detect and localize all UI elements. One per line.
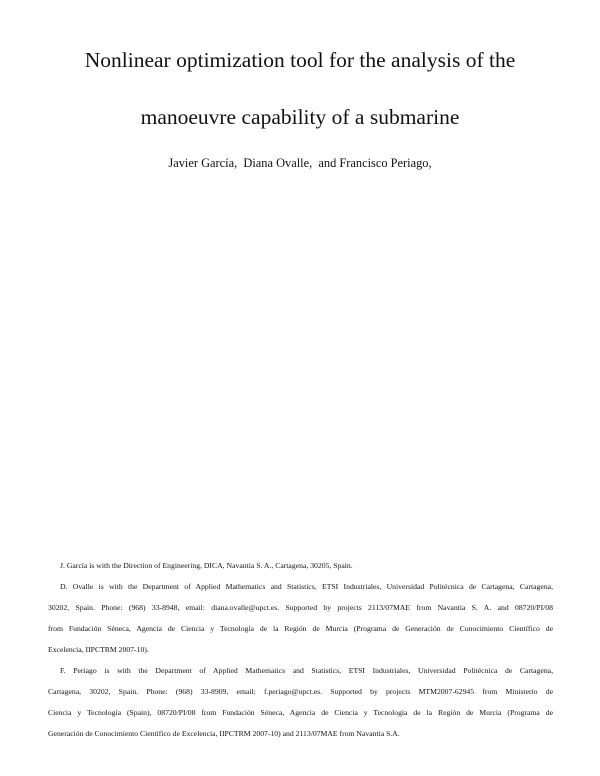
footnotes (48, 555, 553, 744)
footnote-line: from Fundación Séneca, Agencia de Ciencia y Tecnología de la Región de Murcia (Programa de Generación de Conocimiento Científico de (48, 624, 553, 633)
author-list: Javier García, Diana Ovalle, and Francisco Periago, (168, 156, 432, 170)
paper-title-line-1: Nonlinear optimization tool for the analysis of the (84, 48, 516, 72)
footnote-line: J. García is with the Direction of Engineering, DICA, Navantia S. A., Cartagena, 30205, Spain. (60, 561, 353, 570)
footnote-line: D. Ovalle is with the Department of Applied Mathematics and Statistics, ETSI Industriales, Universidad Politécnica de Cartagena, Cartagena, (60, 582, 553, 591)
footnote-garcia (48, 555, 553, 576)
footnote-ovalle (48, 576, 553, 660)
footnote-line: F. Periago is with the Department of Applied Mathematics and Statistics, ETSI Industriales, Universidad Politécnica de Cartagena, (60, 666, 553, 675)
paper-title-line-2: manoeuvre capability of a submarine (140, 105, 460, 129)
footnote-periago (48, 660, 553, 744)
footnote-line: 30202, Spain. Phone: (968) 33-8948, email: diana.ovalle@upct.es. Supported by projects 2113/07MAE from Navantia S. A. and 08720/PI/08 (48, 603, 553, 612)
footnote-line: Generación de Conocimiento Científico de Excelencia, IIPCTRM 2007-10) and 2113/07MAE from Navantia S.A. (48, 729, 400, 738)
footnote-line: Cartagena, 30202, Spain. Phone: (968) 33-8909, email: f.periago@upct.es. Supported by projects MTM2007-62945 from Ministerio de (48, 687, 553, 696)
footnote-line: Ciencia y Tecnología (Spain), 08720/PI/08 from Fundación Séneca, Agencia de Ciencia y Tecnología de la Región de Murcia (Programa de (48, 708, 553, 717)
footnote-line: Excelencia, IIPCTRM 2007-10). (48, 645, 149, 654)
